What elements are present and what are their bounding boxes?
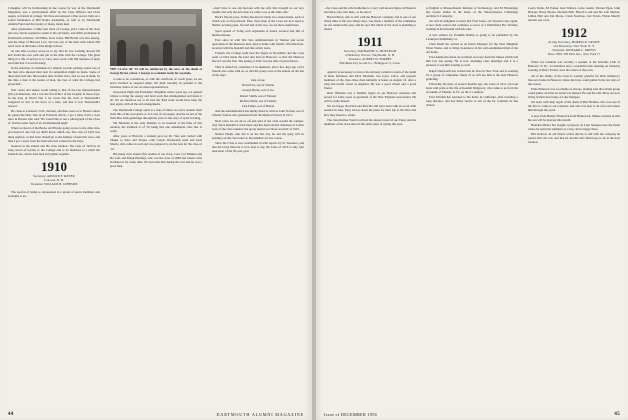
paragraph: ...don't have to see any heavens with me still, that brought us out very rapidly and only the new man we came to us at the other side. xyxy=(212,6,304,15)
photo-caption: THE CLASS OF '10 will be reinforced by the news of the death of George Byrne, whose 's George as a student ready for a parade. xyxy=(110,67,202,75)
paragraph: The Dartmouth College spirit is a state of mind. As every student must learn this of his own spirit, so is it true of all people, and the record of the Wah-Hoo-Wah gatherings through the years is the story of spirit in being. xyxy=(110,107,202,120)
paragraph: I imagine, will be forthcoming in due course by way of the Dartmouth Magazine, was a synchronized effort by the Class Officers and Class Agent, as friends in college. We have encountered a fine record, built on a sound foundation of Bill Reid's leadership, as well as by Dartmouth Alumni Fund and the loyalty of many, many men. xyxy=(8,6,100,27)
paragraph: Fred Atkins has made an excellent recovery from the illness which laid him low last spring. He is now attending class meetings and it is a pleasure to see him looking so well. xyxy=(426,55,518,68)
issue-date: Issue of DECEMBER 1956 xyxy=(324,412,378,417)
treasurer-line: Treasurer, ALBERT W. FORBES xyxy=(348,57,392,62)
paragraph: The special of being so represented in a group of sports members and Gallaghe is an- xyxy=(8,190,100,199)
paragraph: Fred Trindall has returned to his home in California, after traveling a long distance, and has many stories to tell of the far countries he has visited. xyxy=(426,95,518,108)
page-number: 44 xyxy=(8,412,14,417)
paragraph: Ernie Emerson was so reliable as always, making sure that all the group could gather and that no detail was missed. He and his wife Mary are now living in their new home at Lake Sunapee. xyxy=(528,87,620,100)
paragraph: Ralph Wentworth has written that he lives in New York and is working for a group of companies. Many of us will see him at the next Hanover gathering. xyxy=(426,68,518,81)
secretary-line: Acting Secretary, MORRIS R. CROWE xyxy=(548,40,600,45)
paragraph: He came to Lebanon, N.H., married, and then went on to Boston where he joined the firm. One in an Edwards article, I got a letter from a class tutor in Boston who said: 'He would like to see a photograph of the Class of 1910 in some form of an all-Dartmouth night.' xyxy=(8,109,100,126)
paragraph: We are happy that Dick and Priscilla still have been with us at our 45th reunion in June. They told us about the plans for their trip to the West and how they hoped to return. xyxy=(324,104,416,117)
treasurer-address: Suite 1830, 200 Park Ave., New York 17 xyxy=(547,51,601,56)
paragraph: Clem Kindl has retired as an Intern Manager for the West Hingham Water Works, and is living in Andover in his well-established mind of the old home. xyxy=(426,41,518,55)
paragraph: Sid Hawkins is the only member to be married at the time of this reunion, the tradition is of '10 being this one remarkable class that is ready. xyxy=(110,121,202,134)
secretary-address: Concord, N. H. xyxy=(44,177,64,182)
treasurer-address: Hotchkiss Dry Goods Co., Bridgeport 2, Conn. xyxy=(339,60,401,65)
paragraph: Frederic the College team beat the Tigers in November and the cross team of 1910 made the bold turn here in Hanover, so that the Hanover Record was the first. The spring of 1910 was the time of great honors. xyxy=(212,51,304,64)
class-photo xyxy=(110,9,202,66)
paragraph: We learn with deep regret of the death of Bert Holmes, who was one of the first to come to our reunions, and who was dear to all of us who knew him through the years. xyxy=(528,100,620,113)
paragraph: Beck's Woods pays, Tobrtg Received I made two observations, each of which was at all produced. Fine, more men of the Class are now used to 'Ruthe' as being gone. Second and of the two, we are more useful here. xyxy=(212,15,304,28)
secretary-address: 4 Wellesley Terrace, Weymouth, N. H. xyxy=(345,53,395,58)
paragraph: Nelson Phelps who did it on the last day, he and the gang will be sending out the class letter to the members in due course. xyxy=(212,131,304,140)
paragraph: All will be delighted to learn that Fred Jones, our devoted class agent, is now fully retired and continues to serve as a Windsfield Fire Warden, residing in Portsmouth with his sons. xyxy=(426,19,518,32)
paragraph: At one time Cooney wrote us to say that he was working abroad. He had found his own path and put in his time with the College. The great thing in a life of service is to carry one's work with full measure of hope and faith that it is worth doing. xyxy=(8,48,100,65)
secretary-line: Secretary, ARNOLD F. ROYER xyxy=(33,173,75,178)
paragraph: A note from Hadley Emmerick from Brunswick, Maine, informs us that his son will be married this month. xyxy=(528,113,620,122)
right-column-3 xyxy=(528,6,620,146)
paragraph: Brandon Mutter has bought a property on Lake Sunapee near the home where he spent his summers as a boy, and is happy there. xyxy=(528,122,620,132)
paragraph: Lewis Tuttle, Ed Parker, Ken Wallace, Gabe Austin, Warren Egan, John Bowles, Harry Moses, Norman Hall, Harold Lorin and his wife Marion, Lillian Hall and Jim Morse, Clark Northrop, Jud Travis, Hattie Merrill and the rest of us. xyxy=(528,6,620,23)
class-year-heading: 1912 xyxy=(561,25,587,41)
photo-caption: One of one xyxy=(251,77,265,82)
poem-line: George Byrne, son of Joe xyxy=(242,88,274,93)
class-year-heading: 1911 xyxy=(357,34,383,50)
right-column-2 xyxy=(426,6,518,109)
paragraph: Again it is necessary to turn to the obituary column to learn of the death of Russ Robinson and Dick Whelden, two loyal, active, and popular members of the class. Russ died suddenly at home on August 10, after a long and useful career as engineer. He was a good citizen and a good friend. xyxy=(324,69,417,90)
paragraph: Thus is indeed by a member of its members, and a few days ago a few friends also came with us, so that the group were at the station on the last of the days. xyxy=(212,64,304,77)
paragraph: One career and tenure worth noting is that of the late Massachusetts (Mc-)Achabelatte, and I was the first Editor of the Graphic in those days. In the days of World War I, he wrote that his class is 'Dartmouth's vanguard' in fact at the front of a rally, and that it was 'Dartmouth's answer.' xyxy=(8,87,100,108)
left-page xyxy=(0,0,312,420)
paragraph: All of the family of the Class is warmly grateful for Dick Ashberry's fine new home in Hanover, where the boys could gather in the last days of the season. xyxy=(528,73,620,86)
paragraph: Gloucester High and Presidents' Magidian where years ago we opened tribute to bring the energy and hard work that distinguished and made it all. We are therefore not at all sure the 'Red' team would have been the best again, with all the old arrangements. xyxy=(110,90,202,107)
paragraph: nounced at the annual and the class reunion. The class of 1910 in its long record of loyalty to the College and to its members is a small but staunch one, and its best men still gather together. xyxy=(8,143,100,156)
paragraph: Dick Whelden was a familiar figure in our Hanover reunions and served for some years as president of the New England Association. He will be sadly missed. xyxy=(324,91,416,104)
secretary-line: Secretary, NATHANIEL G. BURLEIGH xyxy=(343,49,397,54)
paragraph: The class Rubber Weird received the annual award of our Fund, and the members of the class showed the same spirit of giving this year. xyxy=(324,117,416,126)
left-column-2 xyxy=(110,6,202,169)
left-column-3 xyxy=(212,6,304,155)
paragraph: Since the Class is now established in with reports by its Treasurer, and that the Class Director is now able to say, the Class of 1910 is only four men short of the 50-year goal. xyxy=(212,141,304,154)
paragraph: A new edition for Franklin Dudley is going to be published by the Lexington Publishing Co. xyxy=(426,32,518,41)
secretary-address: 124 Broadway, New York, N. Y. xyxy=(553,43,595,48)
paragraph: Sport spread of living well organisms is found, secured and full of human interest. xyxy=(212,28,304,37)
paragraph: at English at Massachusetts Institute of Technology, and Ed Hawkridge has twelve names in the index of the Massachusetts Cambridge Architect's Company. xyxy=(426,6,518,19)
paragraph: After years at Harvard, a student gave up Dr. Yale and carried with Shaker to Stars and Stripes, with Grant's Dartmouth team and Glen Morris, who came on well and was prepared to do the best for the class of '10. xyxy=(110,134,202,151)
paragraph: ...the Class and his wife Katherine is a very well known figure in Hanover and those who visit there, as he sees it. xyxy=(324,6,416,15)
paragraph: And the Administration has kindly lined us with us John Trefren, son of Charles Trefren who graduated from the Medical School in 1911. xyxy=(212,109,304,118)
paragraph: But many were absent after studies of our class, I saw Col Winkles and his wife, and Ralph Hastings, who was the class of 1908 and whom I met in Hanover for some time. We had seen him during the war and he was a good man. xyxy=(110,151,202,168)
paragraph: Bill Jackson, an old friend, writes that he is still with the company he joined after the war, and that he and his wife Ruth hope to be at the next reunion. xyxy=(528,132,620,145)
poem-line: David Fox, son of Charlie xyxy=(241,83,275,88)
left-column-1 xyxy=(8,6,100,200)
paragraph: Harold Berry, who is still with the Hanover company and is one of our living links to the old college days, was made a member of the committee on our reunion this year, and he says that much of the class is planning to attend. xyxy=(324,15,416,32)
treasurer-line: Treasurer, WILLIAM H. JOHNSON xyxy=(30,181,78,186)
poem-line: Richard Tobin, son of Charlie xyxy=(239,98,277,103)
paragraph: to take to be considerate, or with the certificate of coach gone, we are never inclined to suspend either. We shall certainly be grateful to the fortunate choice of our six men representatives. xyxy=(110,77,202,90)
right-page xyxy=(316,0,628,420)
left-footer xyxy=(8,411,304,417)
paragraph: Ever since in with War Sets Administration in Trenton and secret operations of the Resuscus men, they're home with friends. Wretched bed-received with the Kendall and this wintry news. xyxy=(212,37,304,50)
paragraph: Next Class we are all so off and glad of the class around the campus. Any Steve Kendall is back there and has been elected chairman of Cobbe Gate of the class reunion: the group turned out 'most received' of 1910. xyxy=(212,118,304,131)
class-year-heading: 1910 xyxy=(41,158,67,174)
magazine-name: DARTMOUTH ALUMNI MAGAZINE xyxy=(216,412,304,417)
treasurer-line: Treasurer, RICHARD C. DREWS xyxy=(552,47,596,52)
right-column-1 xyxy=(324,6,416,127)
paragraph: After graduation, I rather lost track of Cooney, and I came of the class just now, but he seemed to return to his old ideals, and didn't participate in Dartmouth activities. Sid Hiller, Ross Jones, Bill Bollin was also among, and the Dean of Harvard Law. Sid was one of the men with whom Hal and I were in the home of the Ridge School. xyxy=(8,27,100,48)
poem-line: Robert Smith, son of Thaxter xyxy=(239,93,277,98)
paragraph: In the selection of candidates for athletic awards, perhaps, better use of the men who showed their best in competition might be made. Some of these men turn into fine leaders later in their lives, and we see in them, by the time a man is the leader of men, the best of what the College had given him. xyxy=(8,66,100,87)
page-number: 45 xyxy=(614,412,620,417)
right-footer xyxy=(324,412,620,417)
paragraph: Following the lines of several months ago, the Class of 1911 can look back with pride at the life of Kendall Ridgeway, who came to us from the Academy of Moriah, N. H., on the '11 reunion. xyxy=(426,81,518,95)
poem-line: Jack Fisher, son of Harlan xyxy=(241,104,275,109)
paragraph: When Joe Glennan was recently a speaker at the Kiwanis Club of Hanover, N. H., '12 members had a wonderful time meeting on Saturday evening at Pine's Tavern, near the center of the town. xyxy=(528,60,620,73)
paragraph: When we heard of the Bucks and Hawks going across to the other side, you heard of one, but we didn't know which one. The class of 1910 was there anyhow, so this letter should go to the number of men that were, and then I got a letter from the man who had written for the boys. xyxy=(8,126,100,143)
